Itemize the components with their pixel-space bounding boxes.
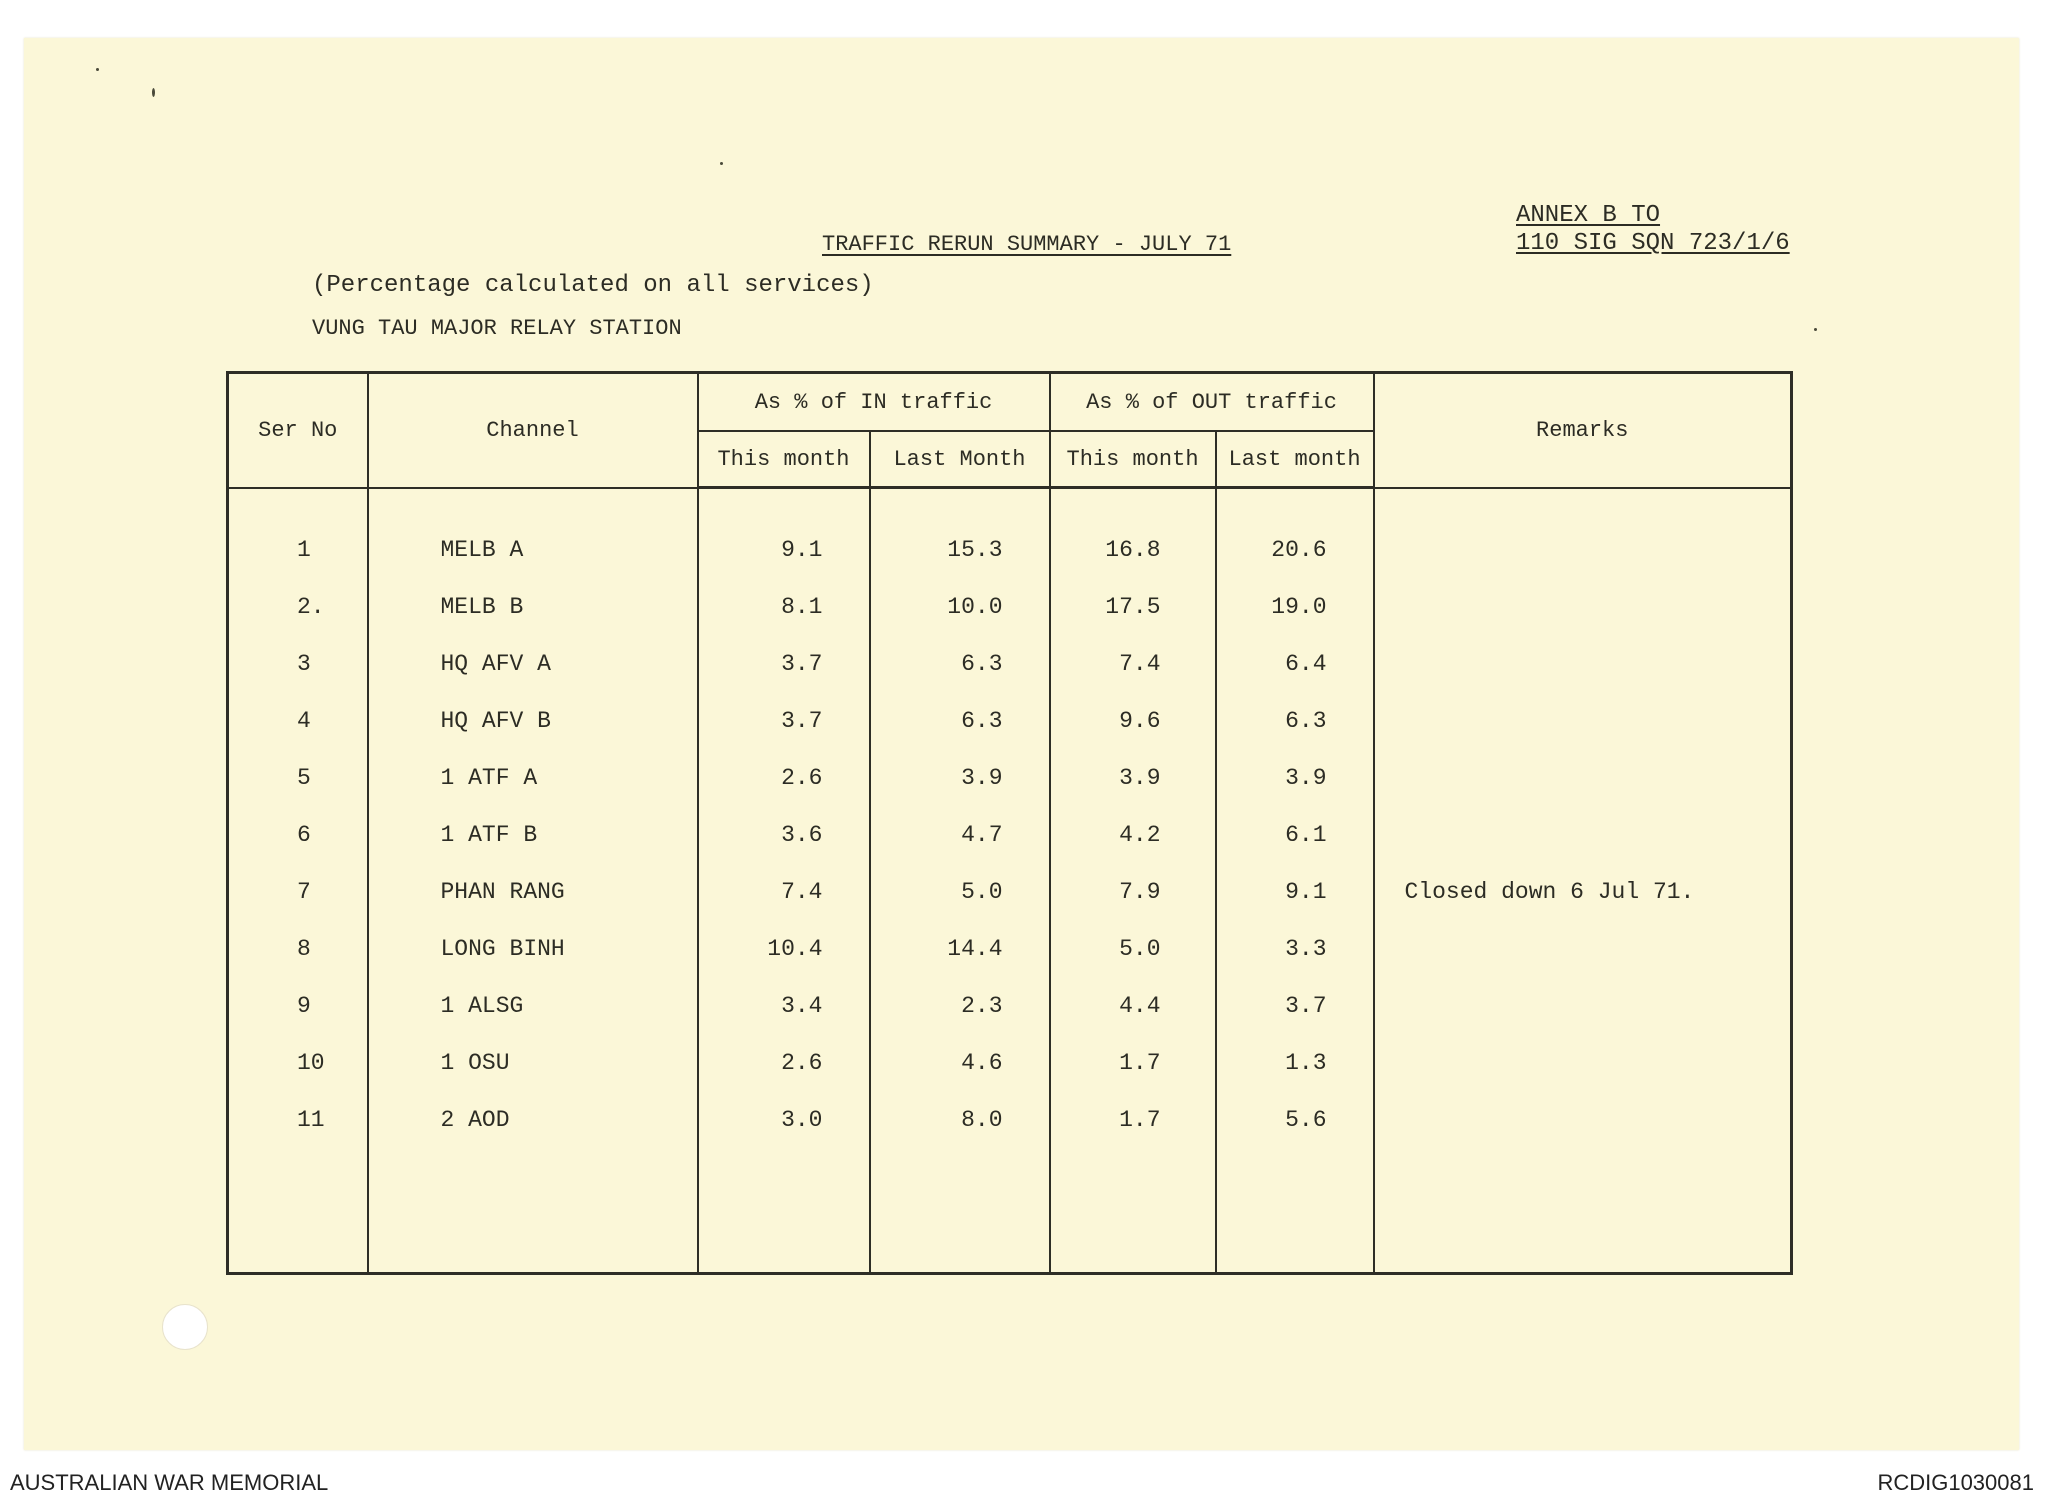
filler-row — [228, 1148, 1792, 1274]
table-row — [228, 635, 1792, 692]
cell-in-last-month: 4.6 — [870, 1034, 1050, 1091]
cell-remarks — [1374, 635, 1792, 692]
cell-out-last-month: 9.1 — [1216, 863, 1374, 920]
table-row — [228, 521, 1792, 578]
traffic-table — [226, 371, 1793, 1275]
cell-in-this-month: 3.7 — [698, 635, 870, 692]
cell-in-this-month: 3.0 — [698, 1091, 870, 1148]
cell-ser-no: 2. — [228, 578, 368, 635]
spacer-row — [228, 488, 1792, 522]
cell-channel: PHAN RANG — [368, 863, 698, 920]
cell-channel: 1 OSU — [368, 1034, 698, 1091]
cell-in-last-month: 14.4 — [870, 920, 1050, 977]
cell-out-last-month: 6.4 — [1216, 635, 1374, 692]
ink-speck — [96, 68, 99, 71]
cell-out-last-month: 3.7 — [1216, 977, 1374, 1034]
cell-remarks — [1374, 920, 1792, 977]
cell-channel: 1 ATF A — [368, 749, 698, 806]
cell-channel: 2 AOD — [368, 1091, 698, 1148]
empty-cell — [228, 1148, 368, 1274]
header-ser-no: Ser No — [228, 373, 368, 488]
cell-remarks — [1374, 1091, 1792, 1148]
table-row — [228, 1091, 1792, 1148]
ink-speck — [152, 88, 155, 97]
document-subtitle: (Percentage calculated on all services) — [312, 272, 874, 299]
cell-out-this-month: 16.8 — [1050, 521, 1216, 578]
cell-out-last-month: 5.6 — [1216, 1091, 1374, 1148]
table-row — [228, 578, 1792, 635]
table-row — [228, 1034, 1792, 1091]
table-row — [228, 920, 1792, 977]
header-out-traffic: As % of OUT traffic — [1050, 373, 1374, 432]
cell-ser-no: 10 — [228, 1034, 368, 1091]
cell-in-last-month: 2.3 — [870, 977, 1050, 1034]
cell-channel: HQ AFV B — [368, 692, 698, 749]
cell-in-this-month: 3.7 — [698, 692, 870, 749]
ink-speck — [1814, 328, 1817, 331]
cell-remarks — [1374, 521, 1792, 578]
cell-out-this-month: 4.2 — [1050, 806, 1216, 863]
cell-remarks — [1374, 692, 1792, 749]
cell-channel: 1 ALSG — [368, 977, 698, 1034]
cell-out-last-month: 20.6 — [1216, 521, 1374, 578]
cell-out-this-month: 5.0 — [1050, 920, 1216, 977]
empty-cell — [698, 1148, 870, 1274]
table-row — [228, 692, 1792, 749]
cell-out-this-month: 17.5 — [1050, 578, 1216, 635]
empty-cell — [1216, 1148, 1374, 1274]
table-row — [228, 806, 1792, 863]
cell-ser-no: 6 — [228, 806, 368, 863]
cell-ser-no: 5 — [228, 749, 368, 806]
cell-in-last-month: 15.3 — [870, 521, 1050, 578]
cell-ser-no: 11 — [228, 1091, 368, 1148]
cell-in-last-month: 4.7 — [870, 806, 1050, 863]
empty-cell — [368, 1148, 698, 1274]
cell-in-last-month: 6.3 — [870, 692, 1050, 749]
cell-out-this-month: 3.9 — [1050, 749, 1216, 806]
cell-ser-no: 1 — [228, 521, 368, 578]
cell-out-last-month: 6.1 — [1216, 806, 1374, 863]
cell-in-this-month: 9.1 — [698, 521, 870, 578]
cell-in-this-month: 3.4 — [698, 977, 870, 1034]
cell-remarks — [1374, 977, 1792, 1034]
cell-in-this-month: 10.4 — [698, 920, 870, 977]
cell-out-this-month: 7.9 — [1050, 863, 1216, 920]
table-row — [228, 749, 1792, 806]
cell-ser-no: 9 — [228, 977, 368, 1034]
header-remarks: Remarks — [1374, 373, 1792, 488]
cell-out-this-month: 7.4 — [1050, 635, 1216, 692]
header-out-this-month: This month — [1050, 431, 1216, 488]
cell-channel: 1 ATF B — [368, 806, 698, 863]
table-row — [228, 977, 1792, 1034]
annex-reference — [1516, 202, 1790, 258]
cell-in-last-month: 3.9 — [870, 749, 1050, 806]
cell-channel: MELB A — [368, 521, 698, 578]
cell-remarks — [1374, 578, 1792, 635]
cell-in-this-month: 3.6 — [698, 806, 870, 863]
cell-in-last-month: 5.0 — [870, 863, 1050, 920]
empty-cell — [870, 1148, 1050, 1274]
cell-in-last-month: 8.0 — [870, 1091, 1050, 1148]
cell-channel: LONG BINH — [368, 920, 698, 977]
cell-remarks — [1374, 1034, 1792, 1091]
header-out-last-month: Last month — [1216, 431, 1374, 488]
cell-ser-no: 8 — [228, 920, 368, 977]
cell-remarks — [1374, 749, 1792, 806]
cell-out-last-month: 19.0 — [1216, 578, 1374, 635]
cell-channel: HQ AFV A — [368, 635, 698, 692]
cell-out-last-month: 1.3 — [1216, 1034, 1374, 1091]
header-in-last-month: Last Month — [870, 431, 1050, 488]
station-name: VUNG TAU MAJOR RELAY STATION — [312, 316, 682, 341]
cell-in-last-month: 10.0 — [870, 578, 1050, 635]
cell-in-this-month: 2.6 — [698, 1034, 870, 1091]
cell-channel: MELB B — [368, 578, 698, 635]
cell-in-this-month: 7.4 — [698, 863, 870, 920]
cell-out-this-month: 4.4 — [1050, 977, 1216, 1034]
cell-ser-no: 3 — [228, 635, 368, 692]
cell-out-this-month: 1.7 — [1050, 1091, 1216, 1148]
cell-in-this-month: 8.1 — [698, 578, 870, 635]
cell-ser-no: 4 — [228, 692, 368, 749]
cell-in-this-month: 2.6 — [698, 749, 870, 806]
empty-cell — [1374, 1148, 1792, 1274]
cell-out-last-month: 3.3 — [1216, 920, 1374, 977]
header-in-traffic: As % of IN traffic — [698, 373, 1050, 432]
empty-cell — [1050, 1148, 1216, 1274]
annex-line-1: ANNEX B TO — [1516, 202, 1661, 229]
ink-speck — [720, 162, 723, 165]
table-row — [228, 863, 1792, 920]
header-channel: Channel — [368, 373, 698, 488]
header-in-this-month: This month — [698, 431, 870, 488]
cell-out-last-month: 3.9 — [1216, 749, 1374, 806]
cell-remarks — [1374, 806, 1792, 863]
punch-hole — [162, 1304, 208, 1350]
cell-ser-no: 7 — [228, 863, 368, 920]
cell-remarks: Closed down 6 Jul 71. — [1374, 863, 1792, 920]
cell-out-this-month: 9.6 — [1050, 692, 1216, 749]
cell-out-last-month: 6.3 — [1216, 692, 1374, 749]
document-title: TRAFFIC RERUN SUMMARY - JULY 71 — [822, 232, 1232, 257]
cell-in-last-month: 6.3 — [870, 635, 1050, 692]
footer-source: AUSTRALIAN WAR MEMORIAL — [10, 1470, 329, 1495]
footer-record-id: RCDIG1030081 — [1877, 1470, 2034, 1495]
annex-line-2: 110 SIG SQN 723/1/6 — [1516, 230, 1790, 257]
table-body — [228, 488, 1792, 1274]
cell-out-this-month: 1.7 — [1050, 1034, 1216, 1091]
